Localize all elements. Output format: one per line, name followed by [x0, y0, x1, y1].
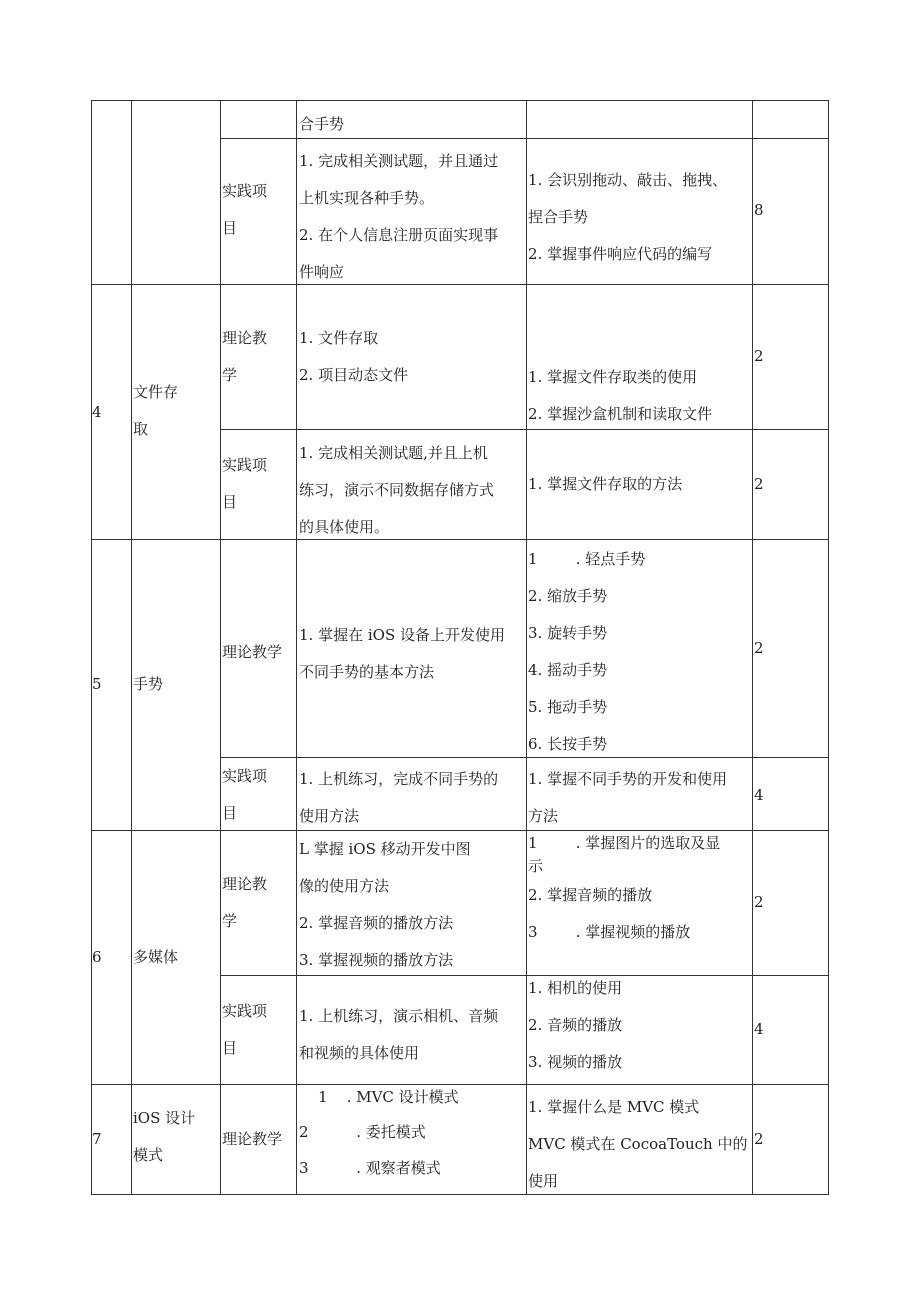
- content-line: 和视频的具体使用: [299, 1044, 420, 1062]
- content-line: 1. 完成相关测试题,并且上机: [299, 444, 488, 462]
- hours-value: 4: [754, 1020, 764, 1038]
- goal-line: 1. 相机的使用: [528, 979, 623, 997]
- topic-cell: [133, 666, 163, 703]
- goal-line: 4. 摇动手势: [528, 661, 608, 679]
- type-line: 实践项: [222, 456, 268, 474]
- goal-line: 1. 掌握不同手势的开发和使用: [528, 770, 728, 788]
- type-line: 理论教学: [222, 643, 283, 661]
- row-divider: [220, 429, 829, 430]
- goal-line: 3. 视频的播放: [528, 1053, 623, 1071]
- goals-cell: [528, 831, 720, 951]
- content-line: 3 . 观察者模式: [299, 1159, 441, 1177]
- table-border-top: [91, 100, 829, 101]
- goal-line: 1. 会识别拖动、敲击、拖拽、: [528, 171, 728, 189]
- hours-value: 4: [754, 786, 764, 804]
- content-cell: [299, 435, 494, 546]
- type-line: 学: [222, 912, 238, 930]
- table-border-right: [828, 100, 829, 1195]
- column-divider: [296, 100, 297, 1195]
- topic-line: 模式: [133, 1146, 164, 1164]
- content-line: 1 . MVC 设计模式: [299, 1088, 459, 1106]
- row-divider: [220, 757, 829, 758]
- column-divider: [526, 100, 527, 1195]
- type-line: 实践项: [222, 1002, 268, 1020]
- content-line: 使用方法: [299, 807, 360, 825]
- type-line: 理论教: [222, 329, 268, 347]
- hours-cell: [754, 1011, 764, 1048]
- goals-cell: [528, 541, 645, 763]
- goal-line: 捏合手势: [528, 208, 589, 226]
- type-cell: [222, 320, 267, 394]
- goals-cell: [528, 162, 727, 273]
- goal-line: 2. 音频的播放: [528, 1016, 623, 1034]
- type-cell: [222, 1121, 282, 1158]
- content-cell: [299, 143, 498, 291]
- type-line: 目: [222, 804, 238, 822]
- type-cell: [222, 634, 282, 671]
- number-cell: [92, 939, 102, 976]
- content-line: L 掌握 iOS 移动开发中图: [299, 840, 471, 858]
- topic-line: 文件存: [133, 383, 179, 401]
- content-line: 2 . 委托模式: [299, 1123, 426, 1141]
- column-divider: [220, 100, 221, 1195]
- goal-line: 3. 旋转手势: [528, 624, 608, 642]
- type-line: 实践项: [222, 182, 268, 200]
- type-cell: [222, 866, 267, 940]
- content-line: 上机实现各种手势。: [299, 189, 435, 207]
- hours-value: 2: [754, 475, 764, 493]
- row-number: 4: [92, 403, 102, 421]
- hours-cell: [754, 192, 764, 229]
- content-line: 练习，演示不同数据存储方式: [299, 481, 495, 499]
- goal-line: 1. 掌握什么是 MVC 模式: [528, 1098, 700, 1116]
- content-line: 1. 完成相关测试题，并且通过: [299, 152, 499, 170]
- goals-cell: [528, 1089, 747, 1200]
- number-cell: [92, 666, 102, 703]
- hours-cell: [754, 630, 764, 667]
- hours-cell: [754, 884, 764, 921]
- topic-line: 取: [133, 420, 149, 438]
- goals-cell: [528, 466, 682, 503]
- hours-value: 2: [754, 1130, 764, 1148]
- goal-line: 1. 掌握文件存取的方法: [528, 475, 683, 493]
- content-line: 2. 在个人信息注册页面实现事: [299, 226, 499, 244]
- hours-cell: [754, 1121, 764, 1158]
- goal-line: 1. 掌握文件存取类的使用: [528, 368, 698, 386]
- row-number: 6: [92, 948, 102, 966]
- goals-cell: [528, 761, 727, 835]
- topic-cell: [133, 939, 178, 976]
- hours-value: 2: [754, 639, 764, 657]
- type-line: 目: [222, 493, 238, 511]
- goal-line: 2. 缩放手势: [528, 587, 608, 605]
- goal-line: 1 . 轻点手势: [528, 550, 646, 568]
- type-line: 目: [222, 219, 238, 237]
- goal-line: 1 . 掌握图片的选取及显: [528, 834, 721, 852]
- table-border-left: [91, 100, 92, 1195]
- content-line: 像的使用方法: [299, 877, 390, 895]
- content-cell: [299, 617, 505, 691]
- topic-cell: [133, 374, 178, 448]
- content-line: 2. 项目动态文件: [299, 366, 409, 384]
- type-line: 学: [222, 366, 238, 384]
- content-line: 3. 掌握视频的播放方法: [299, 951, 454, 969]
- goal-line: 2. 掌握音频的播放: [528, 886, 653, 904]
- column-divider: [131, 100, 132, 1195]
- goal-line: MVC 模式在 CocoaTouch 中的: [528, 1135, 748, 1153]
- content-line: 1. 文件存取: [299, 329, 379, 347]
- topic-line: iOS 设计: [133, 1109, 196, 1127]
- row-divider: [91, 1084, 829, 1085]
- hours-value: 2: [754, 893, 764, 911]
- goal-line: 2. 掌握事件响应代码的编写: [528, 245, 713, 263]
- type-cell: [222, 173, 267, 247]
- type-cell: [222, 758, 267, 832]
- topic-line: 手势: [133, 675, 164, 693]
- goal-line: 示: [528, 857, 544, 875]
- hours-cell: [754, 777, 764, 814]
- hours-value: 8: [754, 201, 764, 219]
- content-cell: [299, 1081, 459, 1186]
- content-line: 1. 上机练习，完成不同手势的: [299, 770, 499, 788]
- content-line: 1. 掌握在 iOS 设备上开发使用: [299, 626, 505, 644]
- type-cell: [222, 993, 267, 1067]
- content-line: 的具体使用。: [299, 518, 390, 536]
- content-cell: [299, 320, 408, 394]
- content-cell: [299, 761, 498, 835]
- content-line: 合手势: [299, 115, 345, 133]
- content-line: 1. 上机练习，演示相机、音频: [299, 1007, 499, 1025]
- content-cell: [299, 106, 344, 143]
- content-line: 件响应: [299, 263, 345, 281]
- goal-line: 2. 掌握沙盒机制和读取文件: [528, 405, 713, 423]
- column-divider: [752, 100, 753, 1195]
- content-cell: [299, 831, 471, 979]
- goal-line: 方法: [528, 807, 559, 825]
- content-cell: [299, 998, 498, 1072]
- type-line: 实践项: [222, 767, 268, 785]
- goal-line: 使用: [528, 1172, 559, 1190]
- goal-line: 5. 拖动手势: [528, 698, 608, 716]
- type-line: 理论教: [222, 875, 268, 893]
- goals-cell: [528, 359, 712, 433]
- row-number: 5: [92, 675, 102, 693]
- content-line: 不同手势的基本方法: [299, 663, 435, 681]
- goals-cell: [528, 970, 622, 1081]
- type-line: 理论教学: [222, 1130, 283, 1148]
- hours-cell: [754, 466, 764, 503]
- topic-line: 多媒体: [133, 948, 179, 966]
- type-cell: [222, 447, 267, 521]
- number-cell: [92, 394, 102, 431]
- content-line: 2. 掌握音频的播放方法: [299, 914, 454, 932]
- row-number: 7: [92, 1130, 102, 1148]
- type-line: 目: [222, 1039, 238, 1057]
- topic-cell: [133, 1100, 195, 1174]
- goal-line: 6. 长按手势: [528, 735, 608, 753]
- hours-cell: [754, 338, 764, 375]
- number-cell: [92, 1121, 102, 1158]
- hours-value: 2: [754, 347, 764, 365]
- goal-line: 3 . 掌握视频的播放: [528, 923, 691, 941]
